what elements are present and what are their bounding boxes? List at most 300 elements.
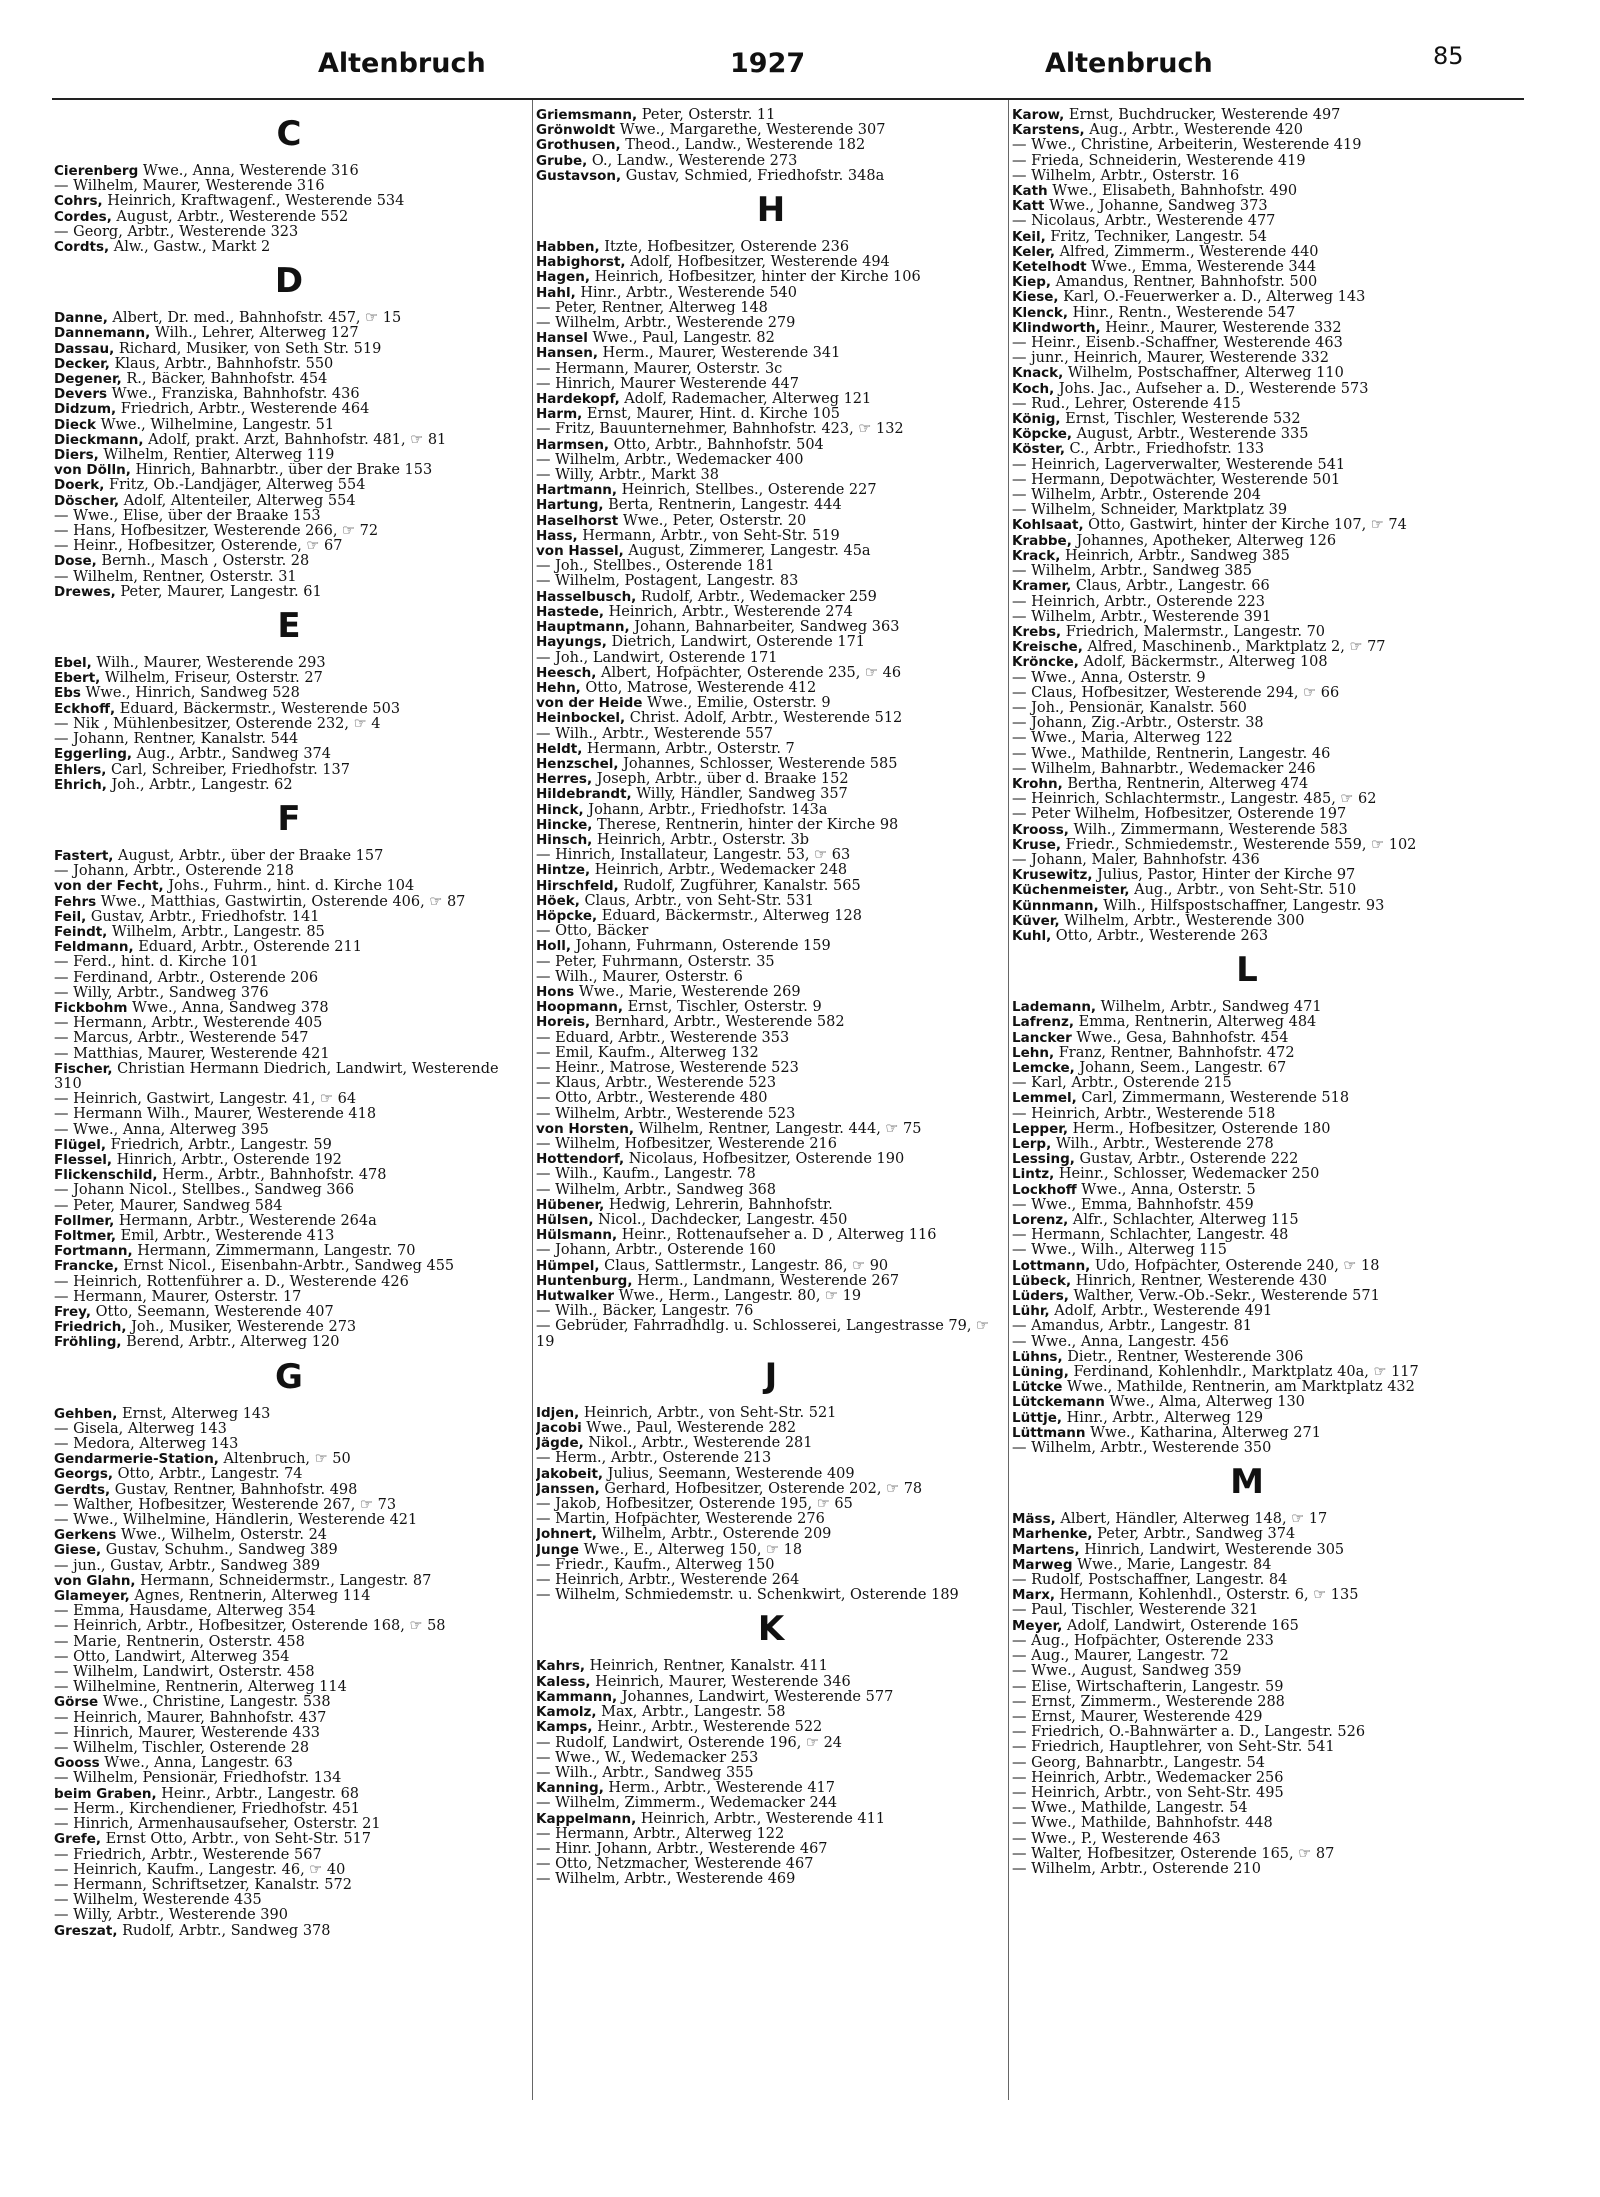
entry-details: — Wwe., Mathilde, Langestr. 54 [1012,1801,1248,1817]
directory-entry [54,1275,524,1290]
directory-entry [536,1046,1006,1061]
directory-entry [1012,199,1482,214]
entry-surname: Hutwalker [536,1289,615,1305]
entry-details: — Wwe., Anna, Alterweg 395 [54,1122,269,1138]
entry-details: — Hinrich, Maurer, Westerende 433 [54,1725,321,1741]
directory-entry [536,1167,1006,1182]
entry-details: Walther, Verw.-Ob.-Sekr., Westerende 571 [1068,1289,1380,1305]
entry-details: Heinrich, Arbtr., von Seht-Str. 521 [579,1405,837,1421]
directory-entry [1012,473,1482,488]
entry-details: — Johann, Rentner, Kanalstr. 544 [54,732,299,748]
directory-entry [1012,488,1482,503]
entry-surname: Kaless, [536,1674,591,1690]
entry-details: — Aug., Hofpächter, Osterende 233 [1012,1633,1274,1649]
entry-surname: Lüning, [1012,1365,1069,1381]
entry-details: Wwe., Anna, Westerende 316 [138,164,359,179]
entry-surname: Hirschfeld, [536,878,619,894]
entry-details: — Peter Wilhelm, Hofbesitzer, Osterende 197 [1012,807,1347,823]
directory-entry [1012,321,1482,336]
directory-entry [536,955,1006,970]
directory-entry [54,1726,524,1741]
entry-details: Hinrich, Landwirt, Westerende 305 [1079,1542,1345,1558]
directory-entry [54,478,524,493]
entry-details: Berta, Rentnerin, Langestr. 444 [603,498,842,514]
entry-details: — Peter, Fuhrmann, Osterstr. 35 [536,954,775,970]
entry-details: — Johann Nicol., Stellbes., Sandweg 366 [54,1183,355,1199]
entry-details: Wwe., Emilie, Osterstr. 9 [642,696,831,712]
entry-details: Adolf, prakt. Arzt, Bahnhofstr. 481, ☞ 81 [143,432,447,448]
directory-entry [1012,260,1482,275]
entry-details: Alfred, Maschinenb., Marktplatz 2, ☞ 77 [1082,640,1386,656]
entry-details: Wwe., Gesa, Bahnhofstr. 454 [1071,1030,1289,1046]
directory-entry [1012,1183,1482,1198]
directory-entry [54,1452,524,1467]
entry-surname: Grothusen, [536,138,621,154]
directory-entry [536,1827,1006,1842]
entry-surname: Hintze, [536,863,591,879]
directory-entry [54,732,524,747]
entry-surname: Fickbohm [54,1000,128,1016]
entry-surname: Kamolz, [536,1705,597,1721]
entry-details: — Wilhelm, Landwirt, Osterstr. 458 [54,1665,315,1681]
entry-details: — Wwe., Anna, Langestr. 456 [1012,1334,1229,1350]
entry-surname: Lessing, [1012,1152,1075,1168]
entry-surname: Dose, [54,554,97,570]
entry-details: Nicol., Dachdecker, Langestr. 450 [593,1213,848,1229]
directory-entry [54,463,524,478]
directory-entry [536,1690,1006,1705]
directory-entry [1012,1046,1482,1061]
entry-details: Franz, Rentner, Bahnhofstr. 472 [1054,1045,1295,1061]
directory-entry [1012,671,1482,686]
entry-surname: Kröncke, [1012,655,1079,671]
directory-entry [536,392,1006,407]
directory-entry [54,1832,524,1847]
entry-details: Albert, Dr. med., Bahnhofstr. 457, ☞ 15 [107,311,402,327]
entry-details: Johs., Fuhrm., hint. d. Kirche 104 [163,879,415,895]
entry-surname: Marweg [1012,1557,1073,1573]
entry-details: Wwe., Franziska, Bahnhofstr. 436 [107,387,360,403]
entry-details: Wilhelm, Arbtr., Langestr. 85 [107,924,325,940]
entry-details: Otto, Arbtr., Westerende 263 [1051,928,1269,944]
entry-details: Wwe., Wilhelmine, Langestr. 51 [95,417,335,433]
section-letter: H [756,190,786,231]
entry-details: — Emma, Hausdame, Alterweg 354 [54,1604,316,1620]
entry-surname: Dieckmann, [54,432,144,448]
entry-surname: Künnmann, [1012,898,1099,914]
entry-surname: Francke, [54,1259,119,1275]
entry-details: — Wwe., Christine, Arbeiterin, Westerende 419 [1012,138,1362,154]
entry-surname: Huntenburg, [536,1273,633,1289]
entry-details: — Wilh., Bäcker, Langestr. 76 [536,1304,754,1320]
directory-entry [536,1107,1006,1122]
entry-details: Dietrich, Landwirt, Osterende 171 [606,635,866,651]
directory-entry [54,164,524,179]
entry-details: Hermann, Zimmermann, Langestr. 70 [132,1244,416,1260]
directory-entry [1012,1365,1482,1380]
entry-details: Wwe., Katharina, Alterweg 271 [1085,1425,1321,1441]
entry-details: Carl, Schreiber, Friedhofstr. 137 [106,762,350,778]
entry-details: — Wilhelm, Schneider, Marktplatz 39 [1012,503,1288,519]
entry-details: Friedrich, Arbtr., Langestr. 59 [106,1137,332,1153]
entry-surname: Lütckemann [1012,1395,1105,1411]
directory-entry [536,605,1006,620]
entry-details: Ernst, Maurer, Hint. d. Kirche 105 [582,407,841,423]
entry-details: — Marie, Rentnerin, Osterstr. 458 [54,1634,305,1650]
directory-entry [1012,1573,1482,1588]
entry-details: — Hermann, Depotwächter, Westerende 501 [1012,472,1341,488]
directory-entry [536,255,1006,270]
entry-details: Johannes, Schlosser, Westerende 585 [618,756,898,772]
entry-details: Gustav, Rentner, Bahnhofstr. 498 [110,1482,358,1498]
directory-entry [536,1675,1006,1690]
directory-entry [54,1123,524,1138]
entry-details: — Wwe., Mathilde, Bahnhofstr. 448 [1012,1816,1273,1832]
directory-entry [1012,351,1482,366]
entry-details: — Wilhelm, Arbtr., Osterende 210 [1012,1861,1261,1877]
entry-surname: Gustavson, [536,168,622,184]
directory-entry [536,970,1006,985]
directory-entry [54,971,524,986]
directory-entry [536,1406,1006,1421]
directory-entry [536,362,1006,377]
directory-entry [54,1604,524,1619]
entry-surname: Ebel, [54,656,92,672]
entry-details: Max, Arbtr., Langestr. 58 [596,1705,786,1721]
directory-entry [1012,123,1482,138]
directory-entry [536,1436,1006,1451]
entry-details: — Rudolf, Landwirt, Osterende 196, ☞ 24 [536,1735,843,1751]
entry-details: Otto, Arbtr., Langestr. 74 [113,1467,303,1483]
directory-entry [54,986,524,1001]
entry-details: Joh., Arbtr., Langestr. 62 [106,777,293,793]
entry-details: — Wilhelm, Schmiedemstr. u. Schenkwirt, Osterende 189 [536,1588,959,1604]
entry-surname: Höek, [536,893,580,909]
directory-entry [54,1031,524,1046]
directory-entry [1012,899,1482,914]
entry-details: Friedrich, Arbtr., Westerende 464 [116,402,370,418]
entry-surname: Gendarmerie-Station, [54,1452,219,1468]
entry-details: Joseph, Arbtr., über d. Braake 152 [592,772,849,788]
entry-details: Herm., Maurer, Westerende 341 [597,346,841,362]
directory-entry [54,1107,524,1122]
entry-surname: Feldmann, [54,940,134,956]
entry-surname: Kanning, [536,1781,604,1797]
directory-entry [536,1751,1006,1766]
directory-entry [54,1878,524,1893]
entry-surname: Kiese, [1012,290,1059,306]
directory-entry [54,570,524,585]
entry-details: — Heinrich, Arbtr., Westerende 264 [536,1573,800,1589]
entry-surname: Danne, [54,311,108,327]
directory-entry [1012,595,1482,610]
directory-entry [1012,382,1482,397]
entry-surname: Kath [1012,184,1048,200]
entry-details: — Elise, Wirtschafterin, Langestr. 59 [1012,1679,1284,1695]
entry-surname: Lühr, [1012,1304,1050,1320]
directory-entry [54,1559,524,1574]
entry-surname: Krebs, [1012,624,1062,640]
entry-details: Wwe., Christine, Langestr. 538 [98,1695,331,1711]
directory-entry [54,763,524,778]
directory-entry [54,1863,524,1878]
directory-entry [1012,549,1482,564]
directory-entry [54,1467,524,1482]
entry-details: Heinrich, Arbtr., Sandweg 385 [1060,548,1290,564]
directory-entry [536,620,1006,635]
column-divider [1008,100,1009,2100]
directory-entry [54,1574,524,1589]
entry-surname: Hinsch, [536,832,593,848]
directory-entry [54,879,524,894]
entry-details: Johannes, Landwirt, Westerende 577 [617,1689,894,1705]
entry-surname: Küchenmeister, [1012,883,1130,899]
directory-entry [1012,762,1482,777]
directory-entry [536,924,1006,939]
directory-entry [1012,214,1482,229]
directory-entry [536,316,1006,331]
directory-entry [54,671,524,686]
entry-details: — Karl, Arbtr., Osterende 215 [1012,1076,1232,1092]
entry-surname: Johnert, [536,1527,597,1543]
entry-details: Wwe., Marie, Langestr. 84 [1072,1557,1272,1573]
entry-surname: Foltmer, [54,1228,117,1244]
entry-details: — Herm., Kirchendiener, Friedhofstr. 451 [54,1801,361,1817]
entry-surname: Koch, [1012,381,1055,397]
entry-details: Hinr., Arbtr., Westerende 540 [575,285,798,301]
entry-surname: Hümpel, [536,1258,600,1274]
entry-details: Rudolf, Arbtr., Sandweg 378 [117,1923,331,1939]
directory-entry [54,1665,524,1680]
directory-entry [1012,1801,1482,1816]
entry-details: Klaus, Arbtr., Bahnhofstr. 550 [109,356,334,372]
directory-entry [54,717,524,732]
directory-entry [536,818,1006,833]
entry-surname: Jakobeit, [536,1466,604,1482]
entry-surname: Hoopmann, [536,1000,624,1016]
entry-details: — Wilhelm, Arbtr., Wedemacker 400 [536,452,804,468]
directory-entry [536,438,1006,453]
entry-details: — Ernst, Maurer, Westerende 429 [1012,1709,1263,1725]
entry-surname: Frey, [54,1305,92,1320]
directory-entry [54,1635,524,1650]
entry-surname: Herres, [536,772,593,788]
directory-entry [1012,138,1482,153]
entry-details: Amandus, Rentner, Bahnhofstr. 500 [1051,275,1318,291]
directory-entry [1012,1091,1482,1106]
directory-entry [1012,1527,1482,1542]
entry-details: Friedr., Schmiedemstr., Westerende 559, ☞ 102 [1061,837,1417,853]
directory-entry [536,346,1006,361]
directory-entry [1012,1441,1482,1456]
entry-details: Rudolf, Zugführer, Kanalstr. 565 [618,878,861,894]
entry-details: — Walter, Hofbesitzer, Osterende 165, ☞ 87 [1012,1846,1335,1862]
entry-details: Adolf, Rademacher, Alterweg 121 [619,392,872,408]
directory-entry [54,1695,524,1710]
entry-surname: Idjen, [536,1405,580,1421]
entry-details: Heinr., Maurer, Westerende 332 [1100,320,1342,336]
directory-entry [1012,1274,1482,1289]
section-letter: C [276,114,302,154]
entry-surname: Kahrs, [536,1659,586,1675]
entry-details: — Wilhelm, Hofbesitzer, Westerende 216 [536,1137,837,1152]
entry-surname: Junge [536,1542,580,1558]
directory-entry [54,1047,524,1062]
directory-entry [1012,1395,1482,1410]
directory-entry [536,422,1006,437]
section-letter: J [764,1355,778,1396]
directory-entry [1012,1335,1482,1350]
directory-entry [1012,655,1482,670]
entry-surname: Krack, [1012,548,1061,564]
entry-details: — Heinrich, Arbtr., Westerende 518 [1012,1106,1276,1122]
entry-details: — Wilh., Maurer, Osterstr. 6 [536,969,743,985]
entry-details: Itzte, Hofbesitzer, Osterende 236 [599,240,850,256]
directory-entry [54,1908,524,1923]
directory-entry [54,1483,524,1498]
directory-entry [536,1015,1006,1030]
entry-details: Heinrich, Kraftwagenf., Westerende 534 [102,194,405,210]
section-letter: M [1230,1462,1264,1503]
directory-entry [536,909,1006,924]
entry-surname: Devers [54,387,108,403]
directory-entry [1012,306,1482,321]
entry-details: Fritz, Ob.-Landjäger, Alterweg 554 [104,478,366,494]
directory-entry [536,1421,1006,1436]
entry-surname: Greszat, [54,1923,118,1939]
entry-details: Christian Hermann Diedrich, Landwirt, Westerende 310 [54,1061,499,1092]
entry-details: Wilhelm, Arbtr., Osterende 209 [596,1527,832,1543]
entry-surname: Gooss [54,1756,100,1772]
entry-details: Julius, Pastor, Hinter der Kirche 97 [1092,868,1356,884]
directory-entry [1012,1243,1482,1258]
entry-surname: von Hassel, [536,544,624,560]
entry-details: — Heinrich, Rottenführer a. D., Westerende 426 [54,1274,409,1290]
directory-column-1 [54,108,524,1939]
entry-details: Gustav, Schmied, Friedhofstr. 348a [621,168,885,184]
directory-entry [1012,610,1482,625]
directory-entry [536,1659,1006,1674]
entry-details: — Friedr., Kaufm., Alterweg 150 [536,1557,775,1573]
entry-surname: Hübener, [536,1197,605,1213]
entry-surname: Köster, [1012,442,1065,458]
directory-entry [536,154,1006,169]
entry-surname: Heesch, [536,665,597,681]
entry-details: — Matthias, Maurer, Westerende 421 [54,1046,330,1062]
directory-entry [536,1573,1006,1588]
entry-details: R., Bäcker, Bahnhofstr. 454 [121,372,328,388]
entry-details: Herm., Arbtr., Westerende 417 [603,1781,835,1797]
header-right-title: Altenbruch [1045,48,1213,79]
entry-surname: Lockhoff [1012,1182,1077,1198]
entry-surname: Kreische, [1012,640,1083,656]
directory-entry [1012,1634,1482,1649]
entry-details: Bertha, Rentnerin, Alterweg 474 [1062,776,1309,792]
entry-details: August, Arbtr., über der Braake 157 [113,848,384,864]
entry-surname: Eggerling, [54,747,133,763]
directory-entry [54,1320,524,1335]
entry-details: — Joh., Pensionär, Kanalstr. 560 [1012,700,1247,716]
directory-entry [536,985,1006,1000]
entry-surname: Gerkens [54,1528,117,1544]
directory-entry [536,1122,1006,1137]
directory-entry [1012,868,1482,883]
entry-surname: Lüttje, [1012,1410,1063,1426]
entry-surname: Fischer, [54,1061,113,1077]
entry-details: — Friedrich, Hauptlehrer, von Seht-Str. 541 [1012,1740,1335,1756]
directory-entry [536,1061,1006,1076]
entry-surname: Klenck, [1012,305,1068,321]
entry-details: Johannes, Apotheker, Alterweg 126 [1071,533,1337,549]
directory-entry [54,686,524,701]
entry-details: — Wilhelm, Arbtr., Westerende 279 [536,316,796,332]
entry-surname: Lademann, [1012,1000,1097,1016]
entry-surname: Grube, [536,153,588,169]
directory-entry [54,940,524,955]
entry-surname: Flessel, [54,1152,112,1168]
entry-surname: Dieck [54,417,96,433]
entry-details: — Eduard, Arbtr., Westerende 353 [536,1030,790,1046]
directory-entry [1012,853,1482,868]
entry-details: Hinr., Arbtr., Alterweg 129 [1062,1410,1264,1426]
directory-entry [536,666,1006,681]
entry-details: — Otto, Bäcker [536,924,649,940]
directory-entry [536,1842,1006,1857]
directory-entry [54,1848,524,1863]
entry-details: Heinrich, Stellbes., Osterende 227 [617,483,877,499]
entry-details: Rudolf, Arbtr., Wedemacker 259 [636,589,877,605]
directory-entry [54,895,524,910]
directory-entry [54,1407,524,1422]
entry-details: — Wilhelm, Pensionär, Friedhofstr. 134 [54,1771,342,1787]
entry-details: Hinrich, Arbtr., Osterende 192 [112,1152,342,1168]
entry-details: Hinr., Rentn., Westerende 547 [1067,305,1296,321]
directory-entry [54,1062,524,1092]
entry-details: August, Arbtr., Westerende 335 [1072,427,1309,443]
entry-surname: Doerk, [54,478,105,494]
directory-entry [1012,1543,1482,1558]
entry-details: August, Zimmerer, Langestr. 45a [623,544,871,560]
entry-details: Wilh., Zimmermann, Westerende 583 [1068,822,1348,838]
directory-entry [1012,1832,1482,1847]
section-letter: D [274,261,304,302]
entry-surname: Hardekopf, [536,392,620,408]
entry-surname: Georgs, [54,1467,113,1483]
entry-surname: Lemcke, [1012,1060,1075,1076]
directory-entry [536,1720,1006,1735]
entry-details: Wwe., Alma, Alterweg 130 [1104,1395,1305,1411]
entry-surname: Krooss, [1012,822,1069,838]
entry-details: Wilhelm, Rentner, Langestr. 444, ☞ 75 [634,1121,922,1137]
directory-entry [1012,807,1482,822]
directory-entry [1012,1862,1482,1877]
entry-surname: Cordts, [54,240,110,256]
entry-details: Hinrich, Rentner, Westerende 430 [1071,1273,1327,1289]
directory-entry [1012,534,1482,549]
directory-entry [536,1091,1006,1106]
entry-details: — Wilhelm, Postagent, Langestr. 83 [536,574,799,590]
directory-entry [54,1619,524,1634]
directory-entry [54,910,524,925]
directory-entry [1012,1649,1482,1664]
entry-details: Berend, Arbtr., Alterweg 120 [121,1335,340,1351]
directory-entry [1012,1350,1482,1365]
section-letter: F [277,798,301,839]
directory-entry [1012,1619,1482,1634]
entry-surname: Lehn, [1012,1045,1055,1061]
directory-entry [536,1274,1006,1289]
directory-entry [1012,1319,1482,1334]
